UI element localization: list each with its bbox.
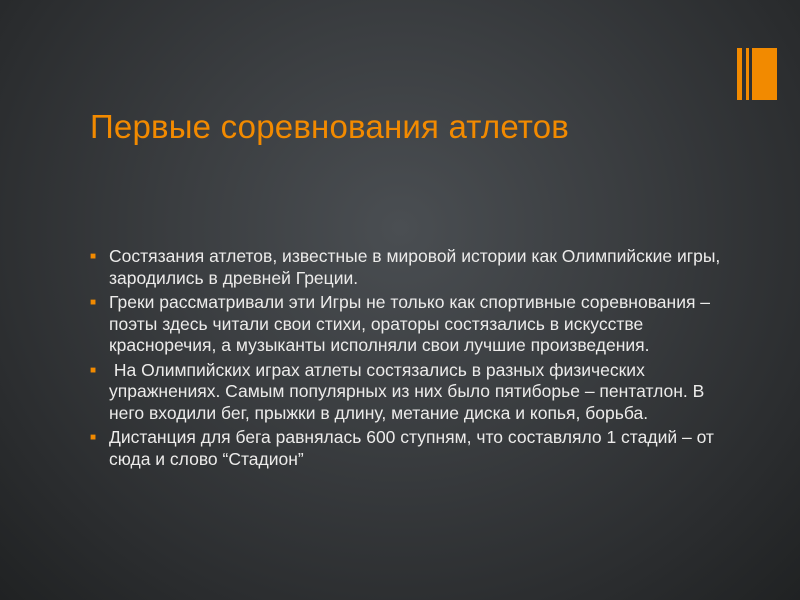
bullet-text: Греки рассматривали эти Игры не только как спортивные соревнования – поэты здесь читали свои стихи, ораторы состязались в искусстве красноречия, а музыканты исполняли свои лучшие произведения. <box>109 292 711 355</box>
accent-bar <box>752 48 777 100</box>
bullet-item <box>90 292 730 357</box>
bullet-text: На Олимпийских играх атлеты состязались в разных физических упражнениях. Самым популярных из них было пятиборье – пентатлон. В него входили бег, прыжки в длину, метание диска и копья, борьба. <box>109 359 705 423</box>
orange-vertical-bars-icon <box>737 48 777 100</box>
square-bullet-icon: ■ <box>90 364 97 376</box>
bullet-item <box>90 427 730 470</box>
accent-bar <box>746 48 749 100</box>
slide-title: Первые соревнования атлетов <box>90 108 570 145</box>
bullet-list <box>90 246 730 473</box>
accent-bar <box>737 48 742 100</box>
square-bullet-icon: ■ <box>90 251 97 262</box>
bullet-item <box>90 360 730 425</box>
bullet-text: Состязания атлетов, известные в мировой истории как Олимпийские игры, зародились в древней Греции. <box>109 246 721 288</box>
square-bullet-icon: ■ <box>90 432 97 443</box>
square-bullet-icon: ■ <box>90 297 97 308</box>
bullet-item <box>90 246 730 289</box>
bullet-text: Дистанция для бега равнялась 600 ступням, что составляло 1 стадий – от сюда и слово “Стадион” <box>109 427 714 469</box>
